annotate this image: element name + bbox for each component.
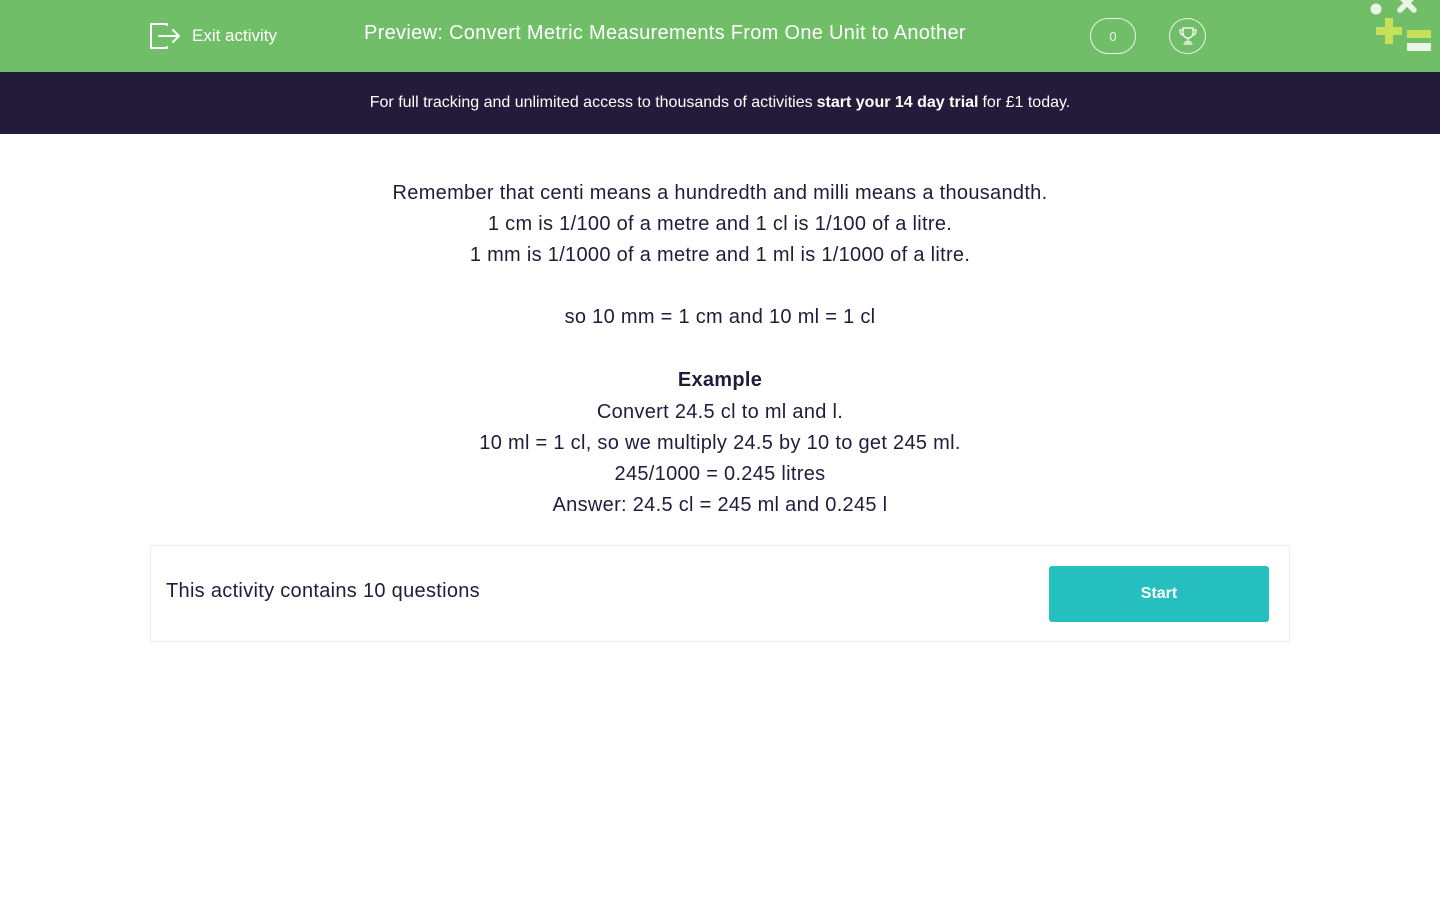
banner-text-suffix: for £1 today.	[982, 94, 1071, 111]
example-line-3: 245/1000 = 0.245 litres	[614, 463, 826, 485]
page-title: Preview: Convert Metric Measurements From One Unit to Another	[364, 22, 966, 44]
question-count-text: This activity contains 10 questions	[166, 580, 480, 602]
example-line-4: Answer: 24.5 cl = 245 ml and 0.245 l	[552, 494, 888, 516]
exit-icon	[148, 21, 182, 51]
example-line-2: 10 ml = 1 cl, so we multiply 24.5 by 10 to get 245 ml.	[479, 432, 961, 454]
banner-text-prefix: For full tracking and unlimited access to thousands of activities	[369, 94, 813, 111]
intro-line-2: 1 cm is 1/100 of a metre and 1 cl is 1/100 of a litre.	[487, 213, 953, 235]
exit-activity-label: Exit activity	[192, 26, 278, 45]
spacer	[150, 271, 1290, 302]
intro-line-1: Remember that centi means a hundredth and milli means a thousandth.	[392, 182, 1048, 204]
exit-activity-button[interactable]	[148, 19, 277, 53]
start-button[interactable]: Start	[1049, 566, 1269, 622]
trial-banner	[0, 72, 1440, 134]
example-heading: Example	[677, 369, 763, 391]
activity-start-card	[150, 545, 1290, 642]
brand-logo	[1366, 0, 1440, 58]
intro-line-4: so 10 mm = 1 cm and 10 ml = 1 cl	[564, 306, 876, 328]
intro-line-3: 1 mm is 1/1000 of a metre and 1 ml is 1/1000 of a litre.	[469, 244, 971, 266]
explanation-content	[150, 178, 1290, 521]
trophy-icon	[1177, 25, 1199, 47]
trial-link[interactable]: start your 14 day trial	[816, 94, 979, 111]
spacer	[150, 333, 1290, 364]
example-line-1: Convert 24.5 cl to ml and l.	[596, 401, 844, 423]
score-badge: 0	[1090, 18, 1136, 54]
top-header-bar	[0, 0, 1440, 72]
trophy-button[interactable]	[1169, 18, 1206, 54]
